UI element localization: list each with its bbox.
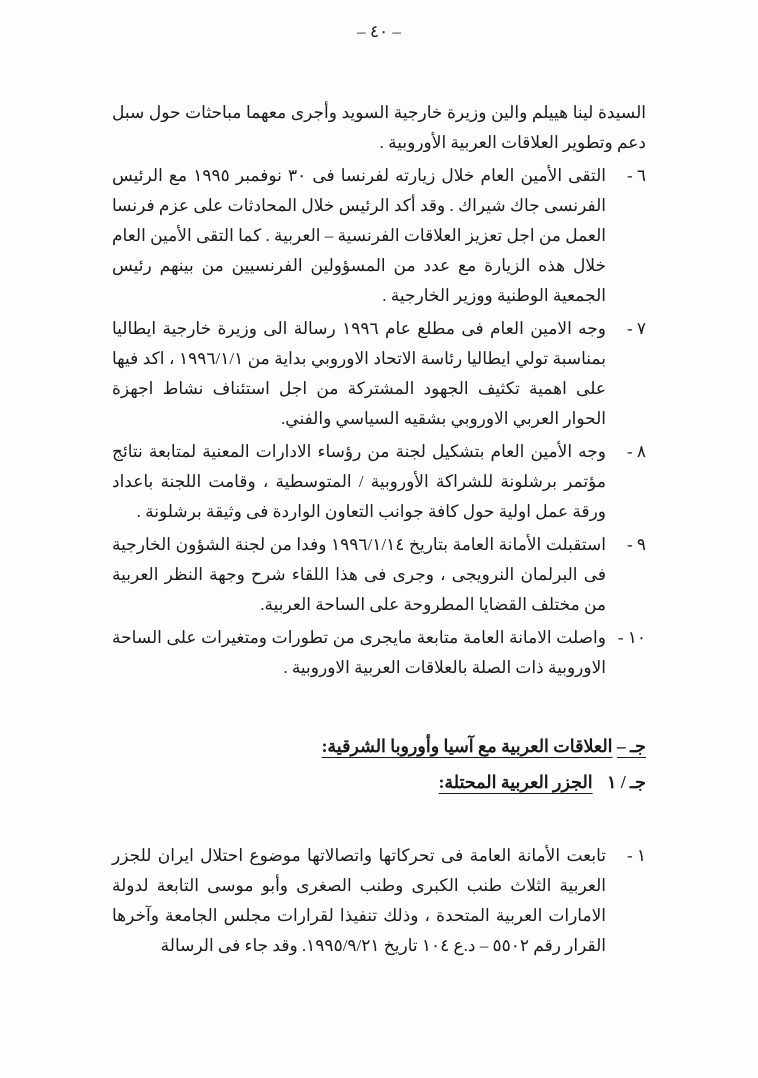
item-text: وجه الامين العام فى مطلع عام ١٩٩٦ رسالة الى وزيرة خارجية ايطاليا بمناسبة تولي ايطاليا رئاسة الاتحاد الاوروبي بداية من ١٩٩٦/١/١ ، اكد فيها على اهمية تكثيف الجهود المشتركة من اجل استئناف نشاط اجهزة الحوار العربي الاوروبي بشقيه السياسي والفني.	[112, 319, 607, 428]
list-item-8	[112, 437, 646, 527]
section-heading-title: العلاقات العربية مع آسيا وأوروبا الشرقية:	[321, 736, 613, 756]
item-marker: ٦ -	[626, 166, 646, 185]
item-text: تابعت الأمانة العامة فى تحركاتها واتصالاتها موضوع احتلال ايران للجزر العربية الثلاث طنب الكبرى وطنب الصغرى وأبو موسى التابعة لدولة الامارات العربية المتحدة ، وذلك تنفيذا لقرارات مجلس الجامعة وآخرها القرار رقم ٥٥٠٢ – د.ع ١٠٤ تاريخ ١٩٩٥/٩/٢١. وقد جاء فى الرسالة	[112, 846, 606, 955]
item-marker: ٧ -	[626, 319, 646, 338]
item-text: واصلت الامانة العامة متابعة مايجرى من تطورات ومتغيرات على الساحة الاوروبية ذات الصلة بالعلاقات العربية الاوروبية .	[112, 628, 606, 677]
list-item-10	[112, 623, 646, 683]
section-heading-prefix: جـ –	[616, 736, 646, 756]
item-text: التقى الأمين العام خلال زيارته لفرنسا فى ٣٠ نوفمبر ١٩٩٥ مع الرئيس الفرنسى جاك شيراك . وقد أكد الرئيس خلال المحادثات على عزم فرنسا العمل من اجل تعزيز العلاقات الفرنسية – العربية . كما التقى الأمين العام خلال هذه الزيارة مع عدد من المسؤولين الفرنسيين من بينهم رئيس الجمعية الوطنية ووزير الخارجية .	[112, 166, 606, 305]
list-item-6	[112, 161, 646, 311]
document-body	[112, 98, 646, 964]
item-marker: ١ -	[626, 846, 646, 865]
intro-paragraph: السيدة لينا هييلم والين وزيرة خارجية السويد وأجرى معهما مباحثات حول سبل دعم وتطوير العلاقات العربية الأوروبية .	[112, 103, 646, 152]
item-marker: ٨ -	[626, 442, 646, 461]
subsection-heading-title: الجزر العربية المحتلة:	[438, 772, 593, 792]
page-number: – ٤٠ –	[357, 22, 401, 41]
list-item-9	[112, 530, 646, 620]
item-text: وجه الأمين العام بتشكيل لجنة من رؤساء الادارات المعنية لمتابعة نتائج مؤتمر برشلونة للشراكة الأوروبية / المتوسطية ، وقامت اللجنة باعداد ورقة عمل اولية حول كافة جوانب التعاون الواردة فى وثيقة برشلونة .	[112, 442, 606, 521]
section-heading	[112, 731, 646, 761]
item-marker: ١٠ -	[617, 628, 646, 647]
item-marker: ٩ -	[626, 535, 646, 554]
list-item-7	[112, 314, 646, 434]
subsection-heading	[112, 767, 646, 797]
list-item-1	[112, 841, 646, 961]
subsection-heading-prefix: جـ / ١	[607, 772, 646, 792]
item-text: استقبلت الأمانة العامة بتاريخ ١٩٩٦/١/١٤ وفدا من لجنة الشؤون الخارجية فى البرلمان النرويجى ، وجرى فى هذا اللقاء شرح وجهة النظر العربية من مختلف القضايا المطروحة على الساحة العربية.	[112, 535, 607, 614]
